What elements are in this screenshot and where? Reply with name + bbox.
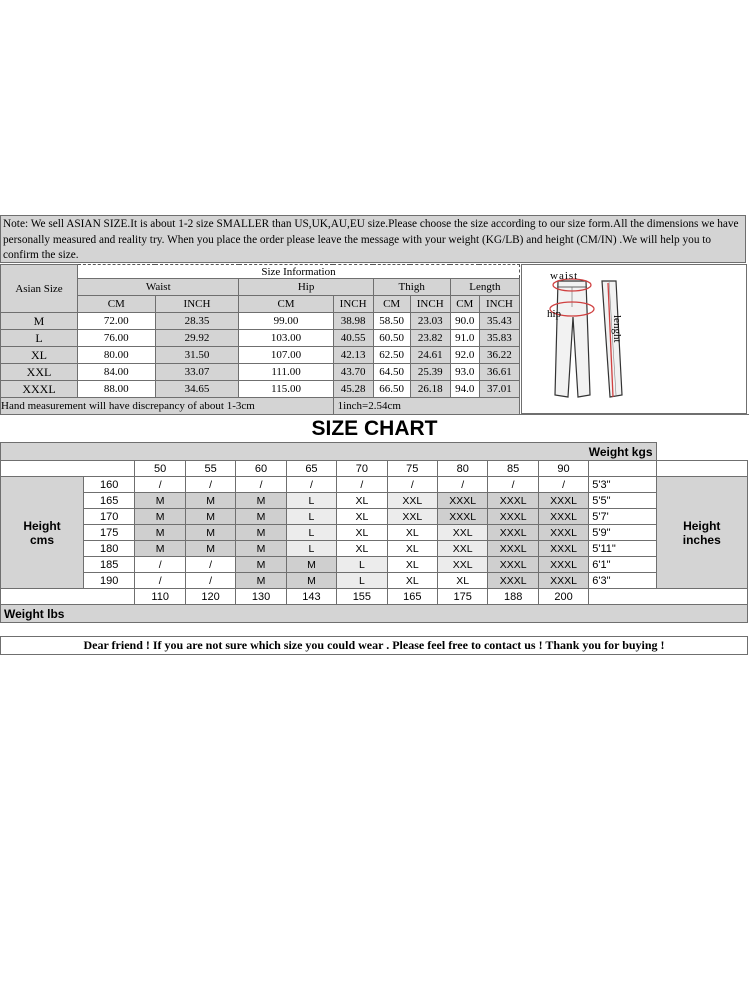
recommended-size-cell: XXXL (538, 493, 588, 509)
length-label: lenght (611, 315, 623, 343)
recommended-size-cell: XXXL (488, 525, 538, 541)
recommended-size-cell: XL (387, 525, 437, 541)
measurement-cell: 103.00 (239, 330, 333, 347)
recommended-size-cell: L (337, 557, 387, 573)
recommended-size-cell: M (236, 573, 286, 589)
recommended-size-cell: XXL (438, 557, 488, 573)
height-inches-label-line: Height (683, 518, 721, 533)
hip-label: hip (547, 308, 562, 320)
recommended-size-cell: L (286, 525, 336, 541)
measurement-cell: 76.00 (78, 330, 156, 347)
height-row (1, 573, 748, 589)
unit-header: CM (373, 296, 410, 313)
corner-cell (589, 461, 656, 477)
weight-kg-value: 65 (286, 461, 336, 477)
measurement-cell: 35.83 (479, 330, 519, 347)
height-cm-value: 160 (84, 477, 135, 493)
unit-header: INCH (155, 296, 239, 313)
weight-kg-value: 60 (236, 461, 286, 477)
recommended-size-cell: / (337, 477, 387, 493)
weight-lbs-row (1, 589, 748, 605)
recommended-size-cell: / (286, 477, 336, 493)
measurement-cell: 29.92 (155, 330, 239, 347)
recommended-size-cell: XXXL (488, 541, 538, 557)
measurement-cell: 25.39 (410, 364, 450, 381)
measurement-cell: 28.35 (155, 313, 239, 330)
recommended-size-cell: / (538, 477, 588, 493)
size-row (1, 381, 520, 398)
thigh-header: Thigh (373, 279, 450, 296)
height-cm-value: 165 (84, 493, 135, 509)
measurement-cell: 66.50 (373, 381, 410, 398)
recommended-size-cell: L (337, 573, 387, 589)
recommended-size-cell: / (387, 477, 437, 493)
recommended-size-cell: M (185, 541, 235, 557)
height-inch-value: 6'1" (589, 557, 656, 573)
weight-kg-value: 50 (135, 461, 185, 477)
measurement-cell: 43.70 (333, 364, 373, 381)
size-chart-title: SIZE CHART (311, 417, 438, 440)
weight-lb-value: 155 (337, 589, 387, 605)
measurement-cell: 37.01 (479, 381, 519, 398)
size-row (1, 330, 520, 347)
unit-header: INCH (410, 296, 450, 313)
measurement-cell: 72.00 (78, 313, 156, 330)
recommended-size-cell: XXXL (488, 493, 538, 509)
hip-header: Hip (239, 279, 373, 296)
size-label: XXXL (1, 381, 78, 398)
size-chart-table (0, 442, 748, 623)
measurement-cell: 94.0 (450, 381, 479, 398)
recommended-size-cell: XL (337, 509, 387, 525)
measurement-cell: 92.0 (450, 347, 479, 364)
measurement-cell: 35.43 (479, 313, 519, 330)
measurement-cell: 36.22 (479, 347, 519, 364)
recommended-size-cell: / (135, 477, 185, 493)
recommended-size-cell: XL (387, 573, 437, 589)
waist-header: Waist (78, 279, 239, 296)
height-inch-value: 5'3" (589, 477, 656, 493)
weight-lbs-label: Weight lbs (1, 605, 748, 623)
size-label: L (1, 330, 78, 347)
height-cms-label (1, 477, 84, 589)
recommended-size-cell: XL (387, 557, 437, 573)
weight-lb-value: 188 (488, 589, 538, 605)
unit-header: CM (450, 296, 479, 313)
recommended-size-cell: XXL (438, 525, 488, 541)
height-inch-value: 5'11" (589, 541, 656, 557)
height-row (1, 557, 748, 573)
measurement-cell: 115.00 (239, 381, 333, 398)
size-label: XXL (1, 364, 78, 381)
height-row (1, 541, 748, 557)
measurement-cell: 23.03 (410, 313, 450, 330)
height-cms-label-line: cms (29, 532, 55, 547)
size-info-footnote (1, 398, 520, 415)
recommended-size-cell: / (185, 477, 235, 493)
recommended-size-cell: XXL (438, 541, 488, 557)
contact-message: Dear friend ! If you are not sure which size you could wear . Please feel free to contact us ! Thank you for buying ! (0, 636, 748, 655)
recommended-size-cell: XXXL (488, 573, 538, 589)
recommended-size-cell: / (438, 477, 488, 493)
size-row (1, 347, 520, 364)
weight-lb-value: 143 (286, 589, 336, 605)
height-inches-label-line: inches (682, 532, 721, 547)
recommended-size-cell: / (185, 557, 235, 573)
length-header: Length (450, 279, 519, 296)
weight-kg-value: 70 (337, 461, 387, 477)
height-row (1, 525, 748, 541)
measurement-cell: 38.98 (333, 313, 373, 330)
recommended-size-cell: M (185, 509, 235, 525)
height-inch-value: 5'7' (589, 509, 656, 525)
recommended-size-cell: / (135, 573, 185, 589)
recommended-size-cell: XXXL (538, 509, 588, 525)
weight-kg-value: 75 (387, 461, 437, 477)
weight-lb-value: 120 (185, 589, 235, 605)
recommended-size-cell: M (236, 525, 286, 541)
weight-kg-value: 85 (488, 461, 538, 477)
recommended-size-cell: M (135, 493, 185, 509)
measurement-cell: 36.61 (479, 364, 519, 381)
recommended-size-cell: XL (337, 493, 387, 509)
height-cm-value: 175 (84, 525, 135, 541)
weight-kg-value: 90 (538, 461, 588, 477)
size-row (1, 364, 520, 381)
measurement-cell: 60.50 (373, 330, 410, 347)
measurement-cell: 90.0 (450, 313, 479, 330)
weight-lb-value: 165 (387, 589, 437, 605)
weight-lbs-band (1, 605, 748, 623)
measurement-cell: 62.50 (373, 347, 410, 364)
measurement-cell: 58.50 (373, 313, 410, 330)
measurement-cell: 42.13 (333, 347, 373, 364)
height-cm-value: 185 (84, 557, 135, 573)
weight-lb-value: 110 (135, 589, 185, 605)
unit-header: CM (78, 296, 156, 313)
size-label: XL (1, 347, 78, 364)
weight-lb-value: 200 (538, 589, 588, 605)
measurement-cell: 111.00 (239, 364, 333, 381)
pants-diagram-icon (522, 265, 746, 413)
recommended-size-cell: XXL (387, 509, 437, 525)
recommended-size-cell: XL (387, 541, 437, 557)
measurement-cell: 26.18 (410, 381, 450, 398)
asian-size-header: Asian Size (1, 265, 78, 313)
pants-measurement-diagram (521, 264, 747, 414)
recommended-size-cell: XL (337, 541, 387, 557)
waist-label: waist (550, 270, 579, 282)
unit-header: INCH (333, 296, 373, 313)
recommended-size-cell: M (286, 557, 336, 573)
measurement-cell: 107.00 (239, 347, 333, 364)
recommended-size-cell: M (185, 493, 235, 509)
recommended-size-cell: L (286, 509, 336, 525)
height-inch-value: 5'5" (589, 493, 656, 509)
size-row (1, 313, 520, 330)
recommended-size-cell: XXXL (488, 509, 538, 525)
height-inch-value: 6'3" (589, 573, 656, 589)
measurement-cell: 93.0 (450, 364, 479, 381)
recommended-size-cell: L (286, 541, 336, 557)
recommended-size-cell: M (236, 493, 286, 509)
height-cm-value: 190 (84, 573, 135, 589)
recommended-size-cell: M (236, 557, 286, 573)
measurement-cell: 80.00 (78, 347, 156, 364)
recommended-size-cell: XXXL (488, 557, 538, 573)
recommended-size-cell: / (135, 557, 185, 573)
recommended-size-cell: M (236, 541, 286, 557)
size-note: Note: We sell ASIAN SIZE.It is about 1-2 size SMALLER than US,UK,AU,EU size.Please choose the size according to our size form.All the dimensions we have personally measured and reality try. When you place the order please leave the message with your weight (KG/LB) and height (CM/IN) .We will help you to confirm the size. (0, 215, 746, 263)
recommended-size-cell: XXL (387, 493, 437, 509)
weight-kg-value: 80 (438, 461, 488, 477)
corner-cell (589, 589, 748, 605)
height-cm-value: 180 (84, 541, 135, 557)
corner-cell (1, 461, 135, 477)
height-row (1, 509, 748, 525)
unit-header: CM (239, 296, 333, 313)
recommended-size-cell: XXXL (538, 557, 588, 573)
measurement-cell: 64.50 (373, 364, 410, 381)
section-divider (0, 414, 749, 415)
weight-kg-value: 55 (185, 461, 235, 477)
height-row (1, 477, 748, 493)
height-cm-value: 170 (84, 509, 135, 525)
measurement-cell: 34.65 (155, 381, 239, 398)
measurement-cell: 33.07 (155, 364, 239, 381)
recommended-size-cell: M (185, 525, 235, 541)
height-inches-label (656, 477, 748, 589)
recommended-size-cell: / (185, 573, 235, 589)
recommended-size-cell: M (236, 509, 286, 525)
weight-kgs-label: Weight kgs (1, 443, 657, 461)
measurement-cell: 99.00 (239, 313, 333, 330)
height-row (1, 493, 748, 509)
recommended-size-cell: L (286, 493, 336, 509)
recommended-size-cell: M (135, 509, 185, 525)
size-label: M (1, 313, 78, 330)
recommended-size-cell: M (135, 525, 185, 541)
recommended-size-cell: XXXL (438, 509, 488, 525)
height-cms-label-line: Height (23, 518, 61, 533)
recommended-size-cell: XXXL (538, 573, 588, 589)
recommended-size-cell: XL (337, 525, 387, 541)
recommended-size-cell: XXXL (538, 525, 588, 541)
measurement-cell: 40.55 (333, 330, 373, 347)
measurement-cell: 23.82 (410, 330, 450, 347)
measurement-cell: 24.61 (410, 347, 450, 364)
recommended-size-cell: / (488, 477, 538, 493)
recommended-size-cell: XL (438, 573, 488, 589)
corner-cell (656, 461, 748, 477)
height-inch-value: 5'9" (589, 525, 656, 541)
discrepancy-note: Hand measurement will have discrepancy of about 1-3cm (1, 398, 334, 415)
recommended-size-cell: M (135, 541, 185, 557)
recommended-size-cell: M (286, 573, 336, 589)
weight-lb-value: 130 (236, 589, 286, 605)
corner-cell (1, 589, 135, 605)
measurement-cell: 91.0 (450, 330, 479, 347)
recommended-size-cell: XXXL (438, 493, 488, 509)
measurement-cell: 31.50 (155, 347, 239, 364)
size-information-table (0, 264, 520, 415)
measurement-cell: 88.00 (78, 381, 156, 398)
recommended-size-cell: / (236, 477, 286, 493)
weight-lb-value: 175 (438, 589, 488, 605)
measurement-cell: 84.00 (78, 364, 156, 381)
recommended-size-cell: XXXL (538, 541, 588, 557)
inch-conversion-note: 1inch=2.54cm (333, 398, 519, 415)
unit-header: INCH (479, 296, 519, 313)
size-information-caption: Size Information (78, 265, 520, 279)
measurement-cell: 45.28 (333, 381, 373, 398)
